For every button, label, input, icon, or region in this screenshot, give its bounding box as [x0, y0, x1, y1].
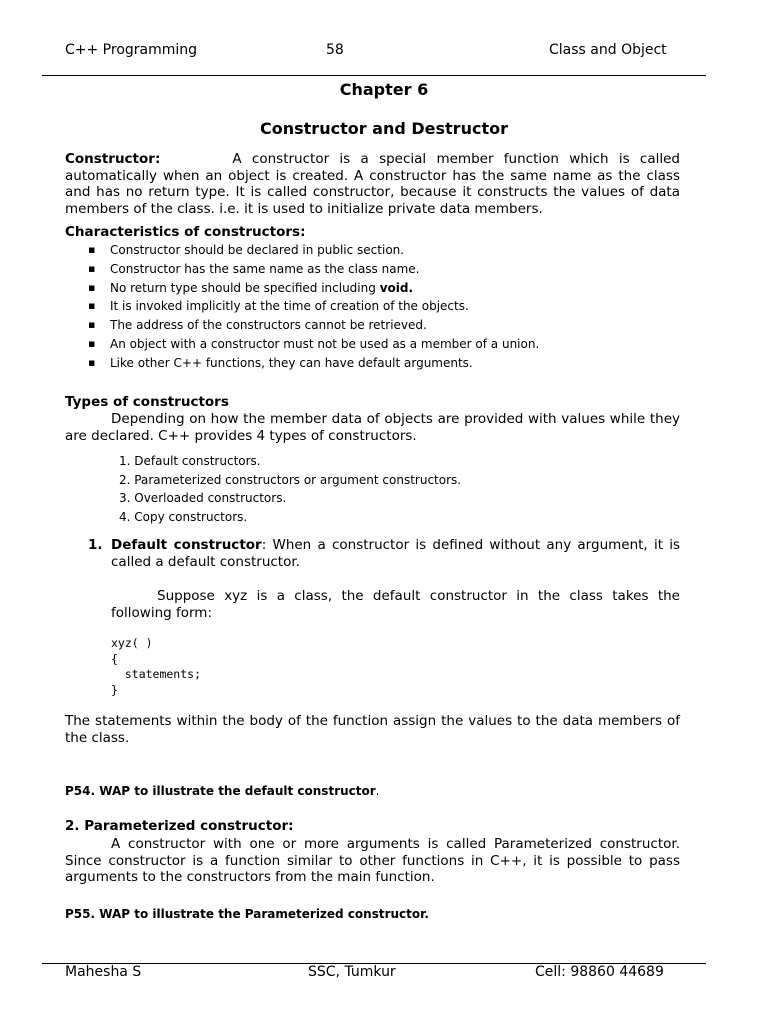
list-item-text: No return type should be specified including: [110, 280, 376, 295]
list-item: ▪ It is invoked implicitly at the time of creation of the objects.: [88, 297, 688, 316]
default-ctor-paragraph: [111, 537, 680, 570]
program-label: P54.: [65, 784, 96, 798]
header-right: Class and Object: [549, 42, 667, 58]
list-item: [88, 279, 688, 298]
program-text: WAP to illustrate the default constructor: [99, 784, 376, 798]
list-item: ▪ Like other C++ functions, they can have default arguments.: [88, 354, 688, 373]
list-item: 4. Copy constructors.: [119, 509, 248, 524]
program-dot: .: [375, 784, 380, 798]
list-item: ▪ An object with a constructor must not be used as a member of a union.: [88, 335, 688, 354]
program-p55: [65, 907, 429, 921]
footer-right: Cell: 98860 44689: [535, 964, 664, 980]
code-line: xyz( ): [111, 636, 153, 650]
intro-term: Constructor:: [65, 151, 161, 167]
section-title: Constructor and Destructor: [260, 119, 508, 138]
footer-center: SSC, Tumkur: [308, 964, 396, 980]
header-left: C++ Programming: [65, 42, 198, 58]
intro-text: A constructor is a special member function which is called automatically when an object is created. A constructor has the same name as the class and has no return type. It is called constructor, because it constructs the values of data members of the class. i.e. it is used to initialize private data members.: [65, 151, 681, 217]
list-item: 1. Default constructors.: [119, 454, 261, 468]
param-ctor-heading: 2. Parameterized constructor:: [65, 818, 294, 834]
types-list: [119, 452, 461, 526]
default-ctor-para2: Suppose xyz is a class, the default constructor in the class takes the following form:: [111, 588, 680, 621]
program-label: P55.: [65, 907, 96, 921]
list-item: ▪ Constructor should be declared in public section.: [88, 241, 688, 260]
list-item: 2. Parameterized constructors or argument constructors.: [119, 472, 462, 487]
param-ctor-paragraph: A constructor with one or more arguments is called Parameterized constructor. Since constructor is a function similar to other functions in C++, it is possible to pass arguments to the constructors from the main function.: [65, 836, 680, 885]
default-ctor-text: : When a constructor is defined without any argument, it is called a default constructor.: [111, 537, 680, 570]
code-line: }: [111, 682, 118, 697]
list-item: ▪ Constructor has the same name as the class name.: [88, 260, 688, 279]
list-item: 3. Overloaded constructors.: [119, 491, 287, 506]
chapter-title: Chapter 6: [339, 80, 429, 99]
characteristics-list: [88, 241, 688, 373]
void-keyword: void.: [379, 280, 414, 295]
code-block: [111, 636, 201, 698]
list-item: ▪ The address of the constructors cannot be retrieved.: [88, 316, 688, 335]
header-divider: [42, 75, 706, 76]
types-heading: Types of constructors: [65, 394, 229, 410]
page-number: 58: [326, 42, 344, 58]
footer-left: Mahesha S: [65, 964, 142, 980]
default-ctor-after: The statements within the body of the function assign the values to the data members of the class.: [65, 713, 680, 746]
program-text: WAP to illustrate the Parameterized constructor.: [99, 907, 429, 921]
types-paragraph: Depending on how the member data of objects are provided with values while they are declared. C++ provides 4 types of constructors.: [65, 411, 680, 444]
characteristics-heading: Characteristics of constructors:: [65, 224, 306, 240]
program-p54: [65, 784, 380, 798]
code-line: statements;: [111, 667, 202, 681]
default-ctor-heading: Default constructor: [111, 537, 262, 553]
intro-paragraph: [65, 151, 680, 217]
default-ctor-number: 1.: [88, 537, 103, 553]
code-line: {: [111, 651, 118, 666]
